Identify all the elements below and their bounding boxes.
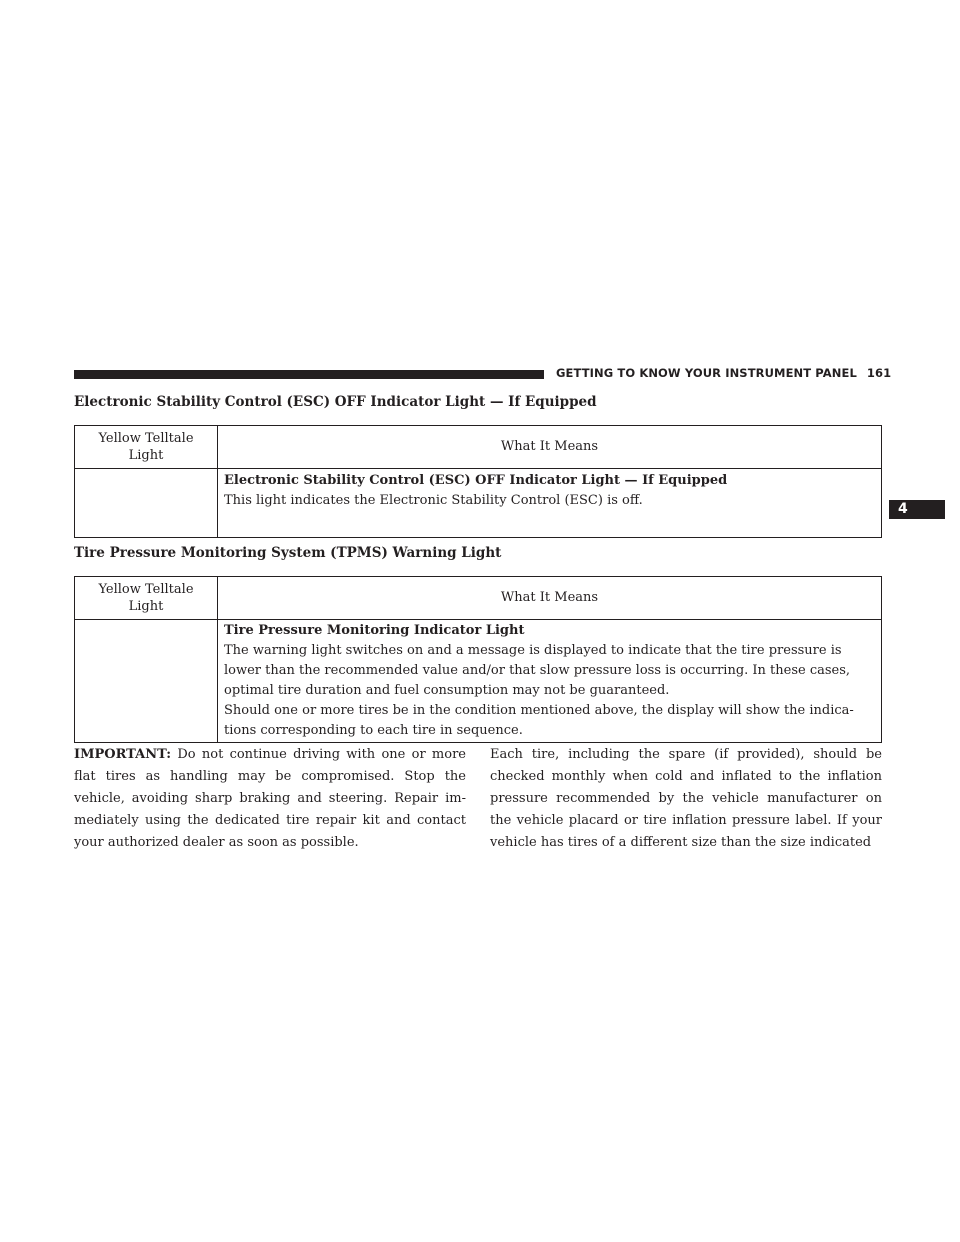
section-title-tpms: Tire Pressure Monitoring System (TPMS) Warning Light	[74, 545, 502, 561]
row-line: This light indicates the Electronic Stability Control (ESC) is off.	[224, 493, 643, 508]
body-column-right	[490, 744, 882, 854]
col-header-meaning: What It Means	[218, 426, 882, 469]
row-line: lower than the recommended value and/or that slow pressure loss is occurring. In these cases,	[224, 663, 851, 678]
telltale-cell	[75, 469, 218, 538]
body-column-left	[74, 744, 466, 854]
telltale-table-tpms	[74, 576, 882, 743]
col-header-meaning: What It Means	[218, 577, 882, 620]
running-header	[556, 366, 892, 380]
meaning-cell	[218, 620, 882, 743]
header-rule	[74, 370, 544, 379]
page-number: 161	[866, 366, 892, 380]
chapter-tab[interactable]: 4	[889, 500, 945, 519]
col-header-telltale: Yellow Telltale Light	[75, 426, 218, 469]
section-title-esc: Electronic Stability Control (ESC) OFF Indicator Light — If Equipped	[74, 394, 597, 410]
row-title: Tire Pressure Monitoring Indicator Light	[224, 623, 525, 638]
meaning-cell	[218, 469, 882, 538]
telltale-table-esc	[74, 425, 882, 538]
important-text: Do not continue driving with one or more flat tires as handling may be compromised. Stop the vehicle, avoiding sharp braking and steering. Repair im-mediately using the dedicated tire repair kit and contact your authorized dealer as soon as possible.	[74, 747, 466, 850]
row-line: tions corresponding to each tire in sequence.	[224, 723, 523, 738]
table-row	[75, 469, 882, 538]
table-row	[75, 620, 882, 743]
row-line: optimal tire duration and fuel consumption may not be guaranteed.	[224, 683, 670, 698]
row-line: Should one or more tires be in the condition mentioned above, the display will show the indica-	[224, 703, 854, 718]
telltale-cell	[75, 620, 218, 743]
table-header-row	[75, 577, 882, 620]
tire-check-text: Each tire, including the spare (if provided), should be checked monthly when cold and inflated to the inflation pressure recommended by the vehicle manufacturer on the vehicle placard or tire inflation pressure label. If your vehicle has tires of a different size than the size indicated	[490, 747, 882, 850]
col-header-telltale: Yellow Telltale Light	[75, 577, 218, 620]
header-title: GETTING TO KNOW YOUR INSTRUMENT PANEL	[556, 366, 857, 380]
row-line: The warning light switches on and a message is displayed to indicate that the tire pressure is	[224, 643, 842, 658]
table-header-row	[75, 426, 882, 469]
important-label: IMPORTANT:	[74, 747, 172, 762]
row-title: Electronic Stability Control (ESC) OFF Indicator Light — If Equipped	[224, 473, 728, 488]
